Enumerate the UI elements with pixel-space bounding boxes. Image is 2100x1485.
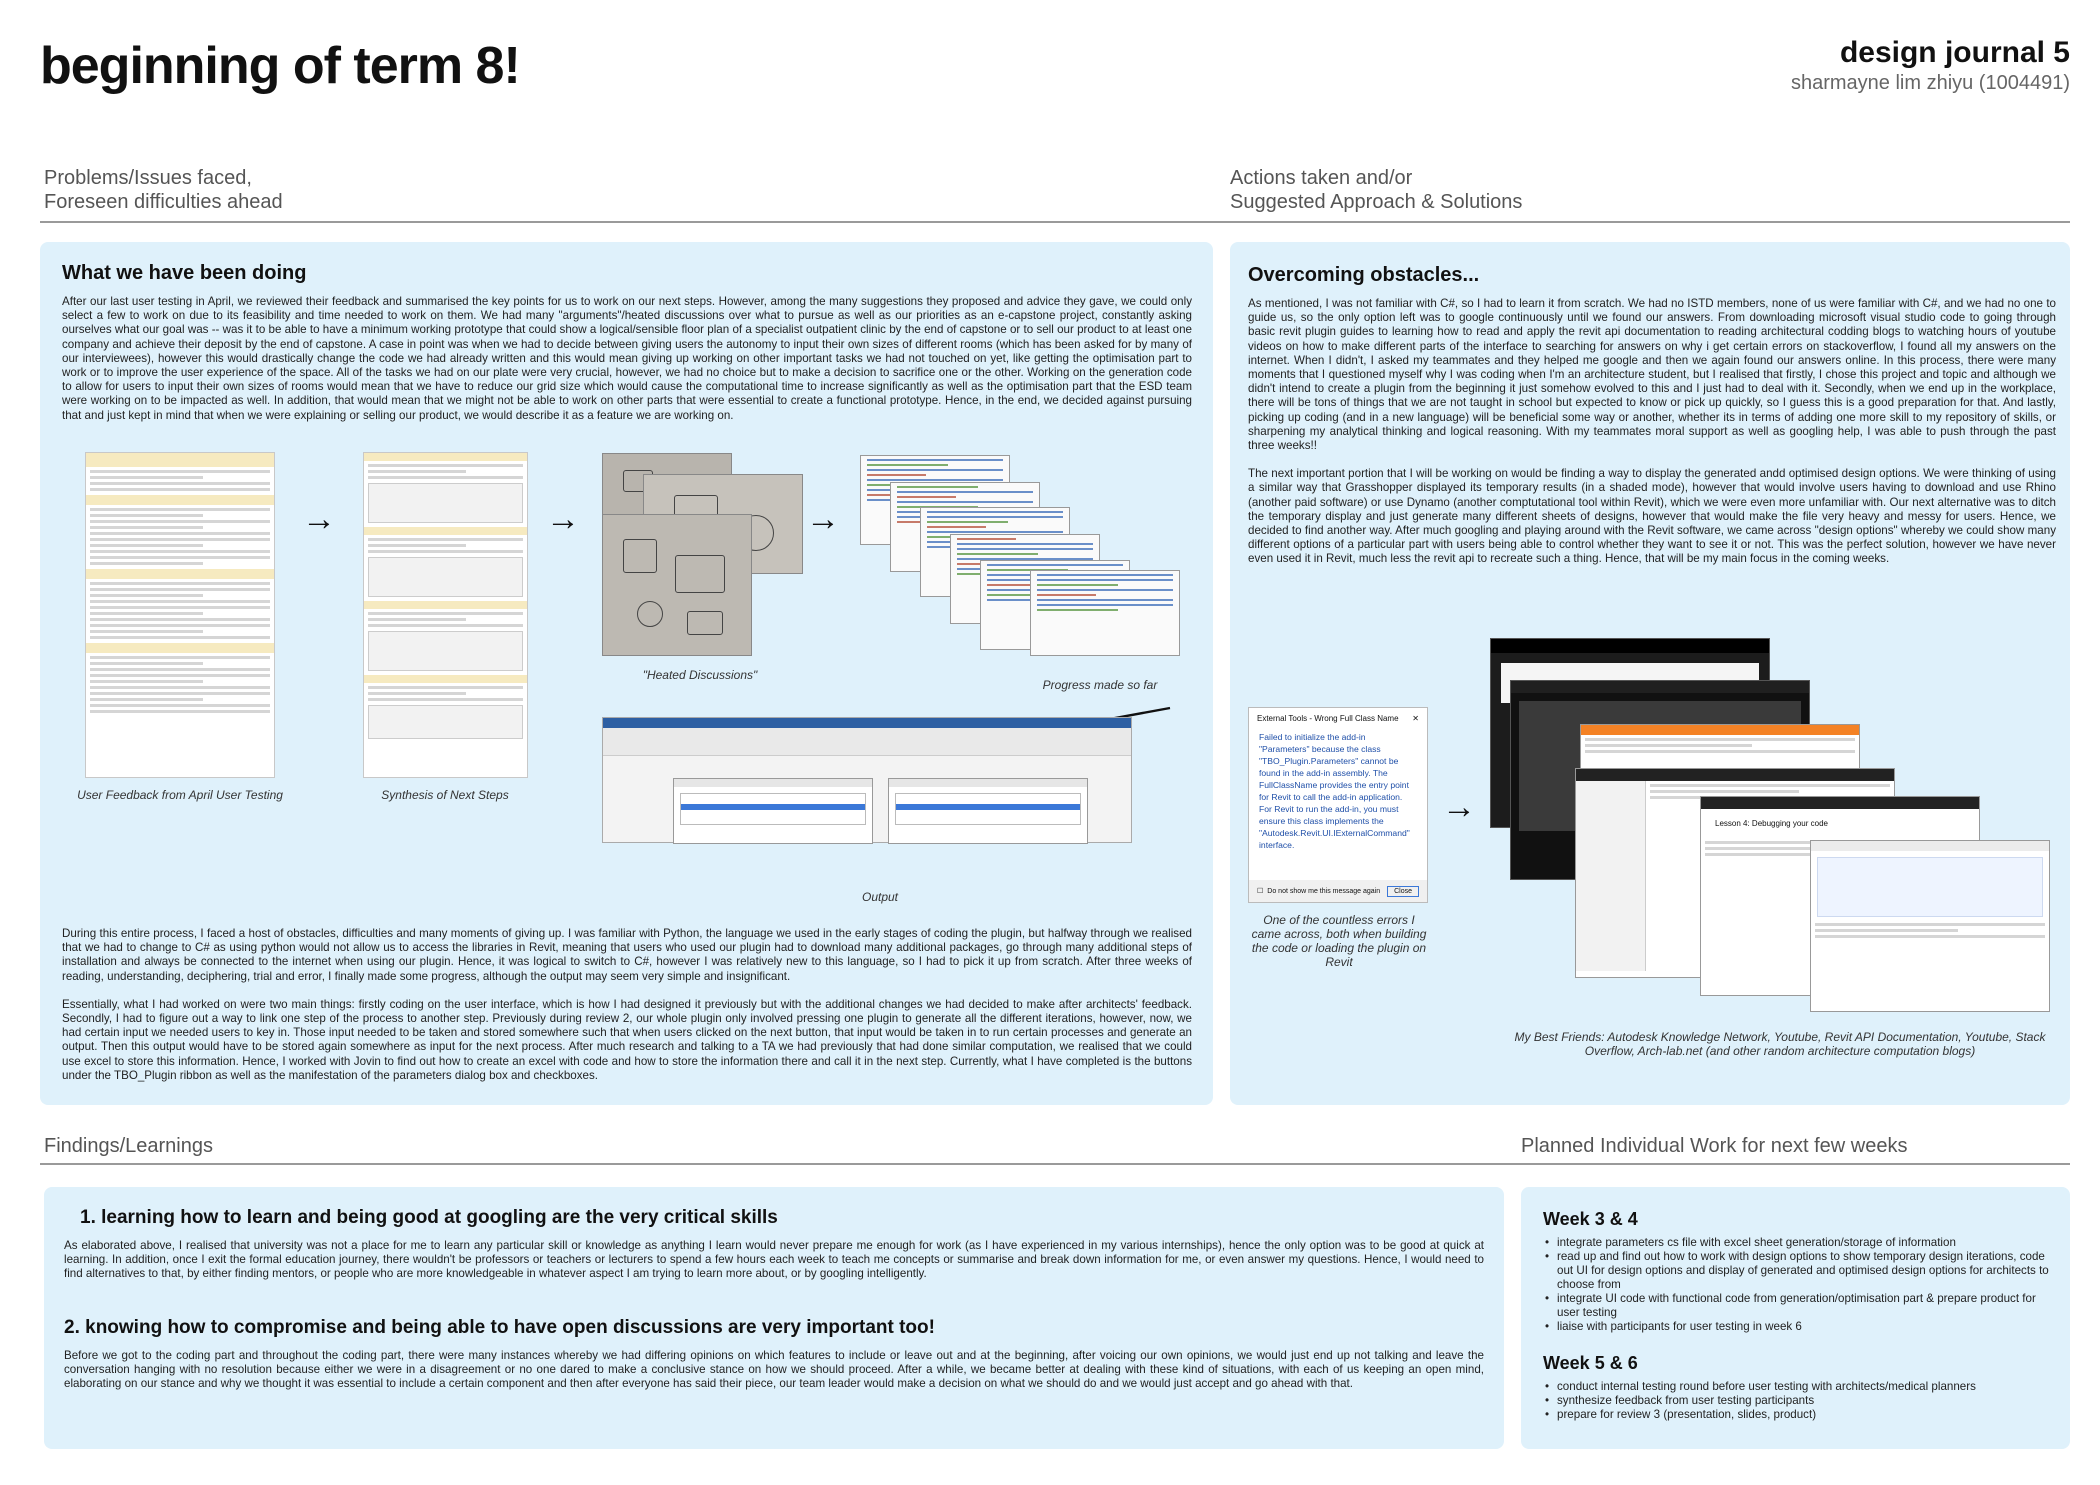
problems-label-line1: Problems/Issues faced, <box>44 167 252 189</box>
heated-discussion-photo <box>602 514 752 656</box>
arrow-icon: → <box>1442 788 1476 826</box>
synthesis-image <box>363 452 528 778</box>
list-item: • liaise with participants for user testing in week 6 <box>1543 1320 2053 1334</box>
actions-label-line1: Actions taken and/or <box>1230 167 1413 189</box>
lesson-title: Lesson 4: Debugging your code <box>1715 819 1828 828</box>
output-screenshot <box>602 717 1132 843</box>
error-checkbox-label: Do not show me this message again <box>1267 887 1381 895</box>
bottom-divider <box>40 1163 2070 1165</box>
week-heading: Week 3 & 4 <box>1543 1209 1638 1229</box>
right-panel <box>1230 242 2070 1105</box>
user-feedback-image <box>85 452 275 778</box>
page-title: beginning of term 8! <box>40 37 520 95</box>
findings-label: Findings/Learnings <box>44 1135 213 1157</box>
close-icon[interactable]: ✕ <box>1412 714 1419 723</box>
progress-screenshot <box>1030 570 1180 656</box>
heated-caption: "Heated Discussions" <box>642 668 758 682</box>
error-dialog <box>1248 707 1428 903</box>
finding-1-text: As elaborated above, I realised that university was not a place for me to learn any particular skill or knowledge as anything I learn would never prepare me enough for work (as I have experienced in my various internships), hence the only option was to be good at quick at learning. In addition, once I exit the formal education journey, there wouldn't be professors or teachers or lecturers to spend a few hours each week to teach me concepts or summarise and break down information for me, or even answer my questions. Hence, I would need to find alternatives to that, by either finding mentors, or people who are more knowledgeable in whatever aspect I am trying to learn more about, or by googling intelligently. <box>64 1239 1484 1281</box>
problems-label-line2: Foreseen difficulties ahead <box>44 191 283 213</box>
list-item: • integrate UI code with functional code from generation/optimisation part & prepare product for user testing <box>1543 1292 2053 1320</box>
left-para2-text: During this entire process, I faced a host of obstacles, difficulties and many moments of giving up. I was familiar with Python, the language we used in the early stages of coding the plugin, but halfway through we realised that we had to change to C# as using python would not allow us to access the libraries in Revit, meaning that users who used our plugin had to download many additional packages, go through many additional steps of installation and always be connected to the internet when using our plugin. Hence, it was logical to switch to C#, however I was relatively new to this language, so I had to pick it up from scratch. After three weeks of reading, understanding, deciphering, trial and error, I finally made some progress, although the output may seem very simple and insignificant. <box>62 927 1192 983</box>
findings-panel <box>44 1187 1504 1449</box>
arrow-icon: → <box>806 500 840 538</box>
synthesis-caption: Synthesis of Next Steps <box>381 788 509 802</box>
actions-label-line2: Suggested Approach & Solutions <box>1230 191 1523 213</box>
left-panel <box>40 242 1213 1105</box>
feedback-caption: User Feedback from April User Testing <box>77 788 283 802</box>
right-heading: Overcoming obstacles... <box>1248 264 1480 286</box>
blog-screenshot <box>1810 840 2050 1012</box>
actions-label <box>1230 166 1522 214</box>
finding-2-text: Before we got to the coding part and throughout the coding part, there were many instances whereby we had differing opinions on which features to include or leave out and at the beginning, after voicing our own opinions, we would just end up not talking and leave the conversation hanging with no resolution because either we were in a disagreement or no one dared to make a conclusive stance on how we should proceed. After a while, we became better at dealing with these kind of situations, with each of us keeping an open mind, elaborating on our stance and why we thought it was essential to include a certain component and then after everyone has said their piece, our team leader would make a decision on what we should do and we would just accept and go ahead with that. <box>64 1349 1484 1391</box>
finding-2-heading: 2. knowing how to compromise and being able to have open discussions are very important too! <box>64 1317 935 1338</box>
error-close-button[interactable]: Close <box>1387 886 1419 897</box>
left-intro: After our last user testing in April, we reviewed their feedback and summarised the key points for us to work on our next steps. However, among the many suggestions they proposed and advice they gave, we could only select a few to work on due to its feasibility and time needed to work on them. We had many "arguments"/heated discussions over what to pursue as well as our priorities as an e-capstone project, constantly asking ourselves what our goal was -- was it to be able to have a minimum working prototype that could show a logical/sensible floor plan of a specialist outpatient clinic by the end of capstone or to sell our product to at least one company and achieve their deposit by the end of capstone. A case in point was when we had to decide between giving users the autonomy to input their own sizes of different rooms (which has been asked for by many of our interviewees), however this would drastically change the code we had already written and this would mean giving up working on other important tasks we had not touched on yet, like getting the optimisation part to work or to improve the user experience of the space. All of the tasks we had on our plate were very crucial, however, we had no choice but to make a decision to sacrifice one or the other. Working on the generation code to allow for users to input their own sizes of rooms would mean that we have to reduce our grid size which would cause the computational time to increase significantly as well as the optimisation part that the ESD team were working on to be impacted as well. In addition, that would mean that we might not be able to work on other parts that were essential to create a functional prototype. Hence, in the end, we decided against pursuing that and just kept in mind that when we were explaining or selling our product, we would describe it as a feature we are working on. <box>62 295 1192 422</box>
week-3-4 <box>1543 1209 2053 1334</box>
progress-caption: Progress made so far <box>1042 678 1158 692</box>
right-para2: The next important portion that I will be working on would be finding a way to display the generated andd optimised design options. We were thinking of using a similar way that Grasshopper displayed its temporary results (in a shaded mode), however that would involve users having to download and use Rhino (another paid software) or use Dynamo (another comptutational tool within Revit), which we were even more unfamiliar with. Our next alternative was to ditch the temporary display and just generate many different sheets of designs, however that would make the file very heavy and messy for users. Hence, we decided to find another way. After much googling and playing around with the Revit software, we came across "design options" whereby we could show many different options of a particular part with users being able to control whether they want to see it or not. This was the perfect solution, however we have never even used it in Revit, much less the revit api to recreate such a thing. Hence, that will be my main focus in the coming weeks. <box>1248 467 2056 566</box>
list-item: • synthesize feedback from user testing participants <box>1543 1394 2053 1408</box>
error-message: Failed to initialize the add-in "Parameters" because the class "TBO_Plugin.Parameters" cannot be found in the add-in assembly. The FullClassName provides the entry point for Revit to call the add-in application. For Revit to run the add-in, you must ensure this class implements the "Autodesk.Revit.UI.IExternalCommand" interface. <box>1259 732 1410 850</box>
list-item: • read up and find out how to work with design options to show temporary design iterations, code out UI for design options and display of generated and optimised design options for architects to choose from <box>1543 1250 2053 1292</box>
week-5-6 <box>1543 1353 2053 1422</box>
list-item: • prepare for review 3 (presentation, slides, product) <box>1543 1408 2053 1422</box>
problems-label <box>44 166 283 214</box>
error-caption: One of the countless errors I came across, both when building the code or loading the plugin on Revit <box>1251 913 1427 969</box>
finding-1-heading: 1. learning how to learn and being good at googling are the very critical skills <box>80 1207 778 1228</box>
left-para3: Essentially, what I had worked on were two main things: firstly coding on the user interface, which is how I had designed it previously but with the additional changes we had decided to make after architects' feedback. Secondly, I had to figure out a way to link one step of the process to another step. Previously during review 2, our whole plugin only involved pressing one plugin to generate all the different iterations, however, now, we had certain input we needed users to key in. Those input needed to be taken and stored somewhere such that when users clicked on the next button, that input would be taken in to run certain processes and generate an output. Then this output would have to be stored again somewhere as input for the next process. After much research and talking to a TA we had previously that had done similar computation, we realised that we could use excel to store this information. Hence, I worked with Jovin to find out how to create an excel with code and how to store the information there and call it in the next step. Currently, what I have completed is the buttons under the TBO_Plugin ribbon as well as the manifestation of the parameters dialog box and checkboxes. <box>62 997 1192 1082</box>
error-dialog-title: External Tools - Wrong Full Class Name <box>1257 714 1399 723</box>
friends-caption: My Best Friends: Autodesk Knowledge Network, Youtube, Revit API Documentation, Youtube, Stack Overflow, Arch-lab.net (and other random architecture computation blogs) <box>1514 1030 2046 1058</box>
checkbox-icon[interactable]: ☐ <box>1257 888 1264 895</box>
arrow-icon: → <box>546 500 580 538</box>
journal-title: design journal 5 <box>1839 36 2070 69</box>
output-caption: Output <box>861 890 899 904</box>
week-heading: Week 5 & 6 <box>1543 1353 1638 1373</box>
list-item: • integrate parameters cs file with excel sheet generation/storage of information <box>1543 1236 2053 1250</box>
author-name: sharmayne lim zhiyu (1004491) <box>1790 72 2070 94</box>
left-para2 <box>62 927 1192 984</box>
planned-label: Planned Individual Work for next few weeks <box>1521 1135 1908 1157</box>
left-heading: What we have been doing <box>62 262 307 284</box>
list-item: • conduct internal testing round before user testing with architects/medical planners <box>1543 1380 2053 1394</box>
arrow-icon: → <box>302 500 336 538</box>
top-divider <box>40 221 2070 223</box>
planned-panel <box>1521 1187 2070 1449</box>
right-para1: As mentioned, I was not familiar with C#, so I had to learn it from scratch. We had no ISTD members, none of us were familiar with C#, and we had no one to guide us, so the only option left was to google continuously until we found our answers. From downloading microsoft visual studio code to going through basic revit plugin guides to learning how to read and apply the revit api documentation to reading architectural codding blogs to watching hours of youtube videos on how to make different parts of the interface to searching for answers on why i get certain errors on stackoverflow, I found all my answers on the internet. When I didn't, I asked my teammates and they helped me google and then we again found our answers online. In this process, there were many moments that I questioned myself why I was coding when I'm an architecture student, but I realised that firstly, I chose this project and topic and although we didn't intend to create a plugin from the beginning it just somehow evolved to this and I just had to deal with it. Secondly, when we end up in the workplace, there will be tons of things that we are not taught in school but expected to know or pick up quickly, so I guess this is a good preparation for that. And lastly, picking up coding (and in a new language) will be beneficial some way or another, whether its in terms of adding one more skill to my repository of skills, or sharpening my analytical thinking and logical reasoning. With my teammates moral support as well as googling help, I was able to push through the past three weeks!! <box>1248 297 2056 453</box>
